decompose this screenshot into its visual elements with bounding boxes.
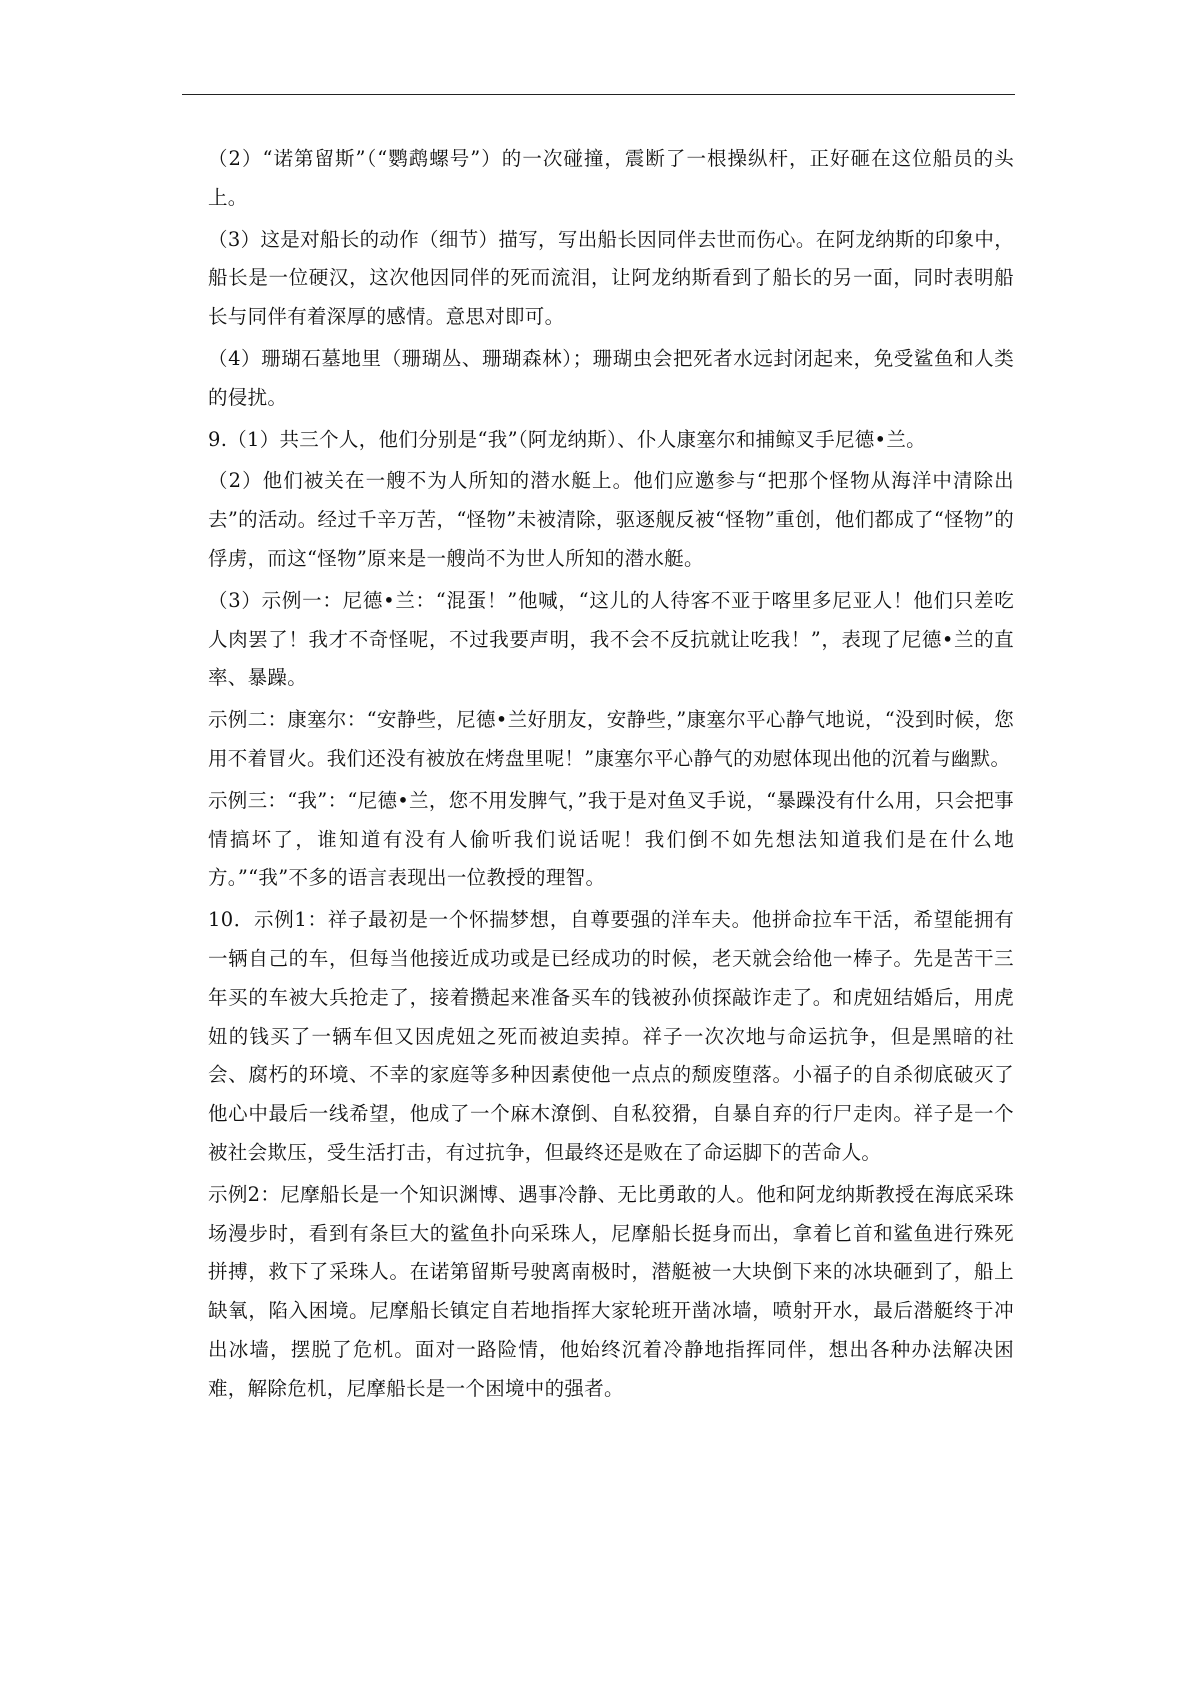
answer-paragraph-9-2: （2）他们被关在一艘不为人所知的潜水艇上。他们应邀参与“把那个怪物从海洋中清除出去”的活动。经过千辛万苦，“怪物”未被清除，驱逐舰反被“怪物”重创，他们都成了“怪物”的俘虏，而这“怪物”原来是一艘尚不为世人所知的潜水艇。 [208,469,1014,570]
answer-paragraph-10-example-1: 10．示例1：祥子最初是一个怀揣梦想，自尊要强的洋车夫。他拼命拉车干活，希望能拥有一辆自己的车，但每当他接近成功或是已经成功的时候，老天就会给他一棒子。先是苦干三年买的车被大兵抢走了，接着攒起来准备买车的钱被孙侦探敲诈走了。和虎妞结婚后，用虎妞的钱买了一辆车但又因虎妞之死而被迫卖掉。祥子一次次地与命运抗争，但是黑暗的社会、腐朽的环境、不幸的家庭等多种因素使他一点点的颓废堕落。小福子的自杀彻底破灭了他心中最后一线希望，他成了一个麻木潦倒、自私狡猾，自暴自弃的行尸走肉。祥子是一个被社会欺压，受生活打击，有过抗争，但最终还是败在了命运脚下的苦命人。 [208,908,1014,1164]
answer-paragraph-10-example-2: 示例2：尼摩船长是一个知识渊博、遇事冷静、无比勇敢的人。他和阿龙纳斯教授在海底采珠场漫步时，看到有条巨大的鲨鱼扑向采珠人，尼摩船长挺身而出，拿着匕首和鲨鱼进行殊死拼搏，救下了采珠人。在诺第留斯号驶离南极时，潜艇被一大块倒下来的冰块砸到了，船上缺氧，陷入困境。尼摩船长镇定自若地指挥大家轮班开凿冰墙，喷射开水，最后潜艇终于冲出冰墙，摆脱了危机。面对一路险情，他始终沉着冷静地指挥同伴，想出各种办法解决困难，解除危机，尼摩船长是一个困境中的强者。 [208,1182,1014,1400]
answer-paragraph-9-3-example-3: 示例三：“我”：“尼德•兰，您不用发脾气，”我于是对鱼叉手说，“暴躁没有什么用，只会把事情搞坏了，谁知道有没有人偷听我们说话呢！我们倒不如先想法知道我们是在什么地方。”“我”不多的语言表现出一位教授的理智。 [208,788,1014,890]
answer-paragraph-9-3-example-1: （3）示例一：尼德•兰：“混蛋！”他喊，“这儿的人待客不亚于喀里多尼亚人！他们只差吃人肉罢了！我才不奇怪呢，不过我要声明，我不会不反抗就让吃我！”，表现了尼德•兰的直率、暴躁。 [208,588,1014,690]
header-rule [182,94,1015,95]
answer-paragraph-8-4: （4）珊瑚石墓地里（珊瑚丛、珊瑚森林）；珊瑚虫会把死者水远封闭起来，免受鲨鱼和人类的侵扰。 [208,346,1014,409]
answer-paragraph-9-3-example-2: 示例二：康塞尔：“安静些，尼德•兰好朋友，安静些，”康塞尔平心静气地说，“没到时候，您用不着冒火。我们还没有被放在烤盘里呢！”康塞尔平心静气的劝慰体现出他的沉着与幽默。 [208,708,1014,770]
answer-paragraph-9-1: 9.（1）共三个人，他们分别是“我”（阿龙纳斯）、仆人康塞尔和捕鲸叉手尼德•兰。 [208,427,926,451]
answer-content [208,140,1014,1412]
answer-paragraph-8-3: （3）这是对船长的动作（细节）描写，写出船长因同伴去世而伤心。在阿龙纳斯的印象中，船长是一位硬汉，这次他因同伴的死而流泪，让阿龙纳斯看到了船长的另一面，同时表明船长与同伴有着深厚的感情。意思对即可。 [208,227,1014,329]
answer-paragraph-8-2: （2）“诺第留斯”（“鹦鹉螺号”）的一次碰撞，震断了一根操纵杆，正好砸在这位船员的头上。 [208,147,1014,209]
